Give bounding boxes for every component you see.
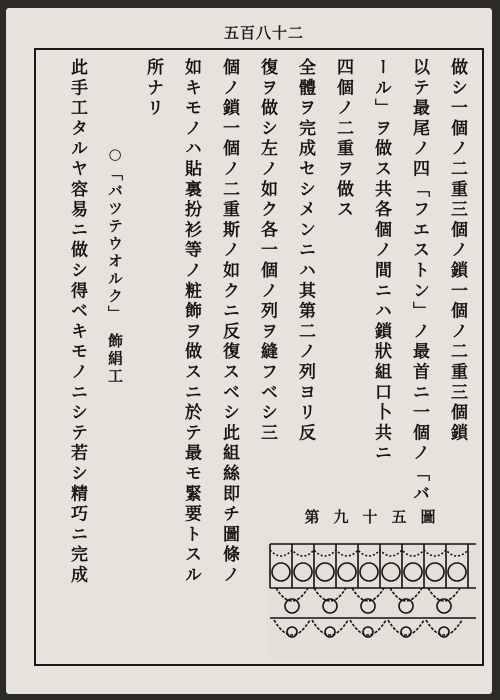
text-column-11: 此手工タルヤ容易ニ做シ得ベキモノニシテ若シ精巧ニ完成	[67, 58, 87, 586]
text-frame	[34, 48, 484, 666]
text-column-6: 復ヲ做シ左ノ如ク各一個ノ列ヲ縫フベシ三	[257, 58, 277, 444]
text-column-1: 做シ一個ノ二重三個ノ鎖一個ノ二重三個鎖	[447, 58, 467, 444]
text-column-4: 四個ノ二重ヲ做ス	[333, 58, 353, 221]
text-column-7: 個ノ鎖一個ノ二重斯ノ如クニ反復スベシ此組絲即チ圖條ノ	[219, 58, 239, 586]
text-column-5: 全體ヲ完成セシメンニハ其第二ノ列ヨリ反	[295, 58, 315, 444]
text-column-9: 所ナリ	[143, 58, 163, 119]
lace-figure	[266, 538, 480, 658]
page	[6, 8, 492, 694]
text-column-2: 以テ最尾ノ四「フエストン」ノ最首ニ一個ノ「バ	[409, 58, 429, 505]
figure-caption: 第九十五圖	[304, 508, 450, 526]
section-heading: ○「バツテウオルク」 飾絹工	[106, 145, 124, 386]
text-column-8: 如キモノハ貼裏扮衫等ノ粧飾ヲ做スニ於テ最モ緊要トスル	[181, 58, 201, 586]
text-column-3: ール」ヲ做ス共各個ノ間ニハ鎖狀組口卜共ニ	[371, 58, 391, 464]
page-number: 五百八十二	[223, 24, 304, 42]
